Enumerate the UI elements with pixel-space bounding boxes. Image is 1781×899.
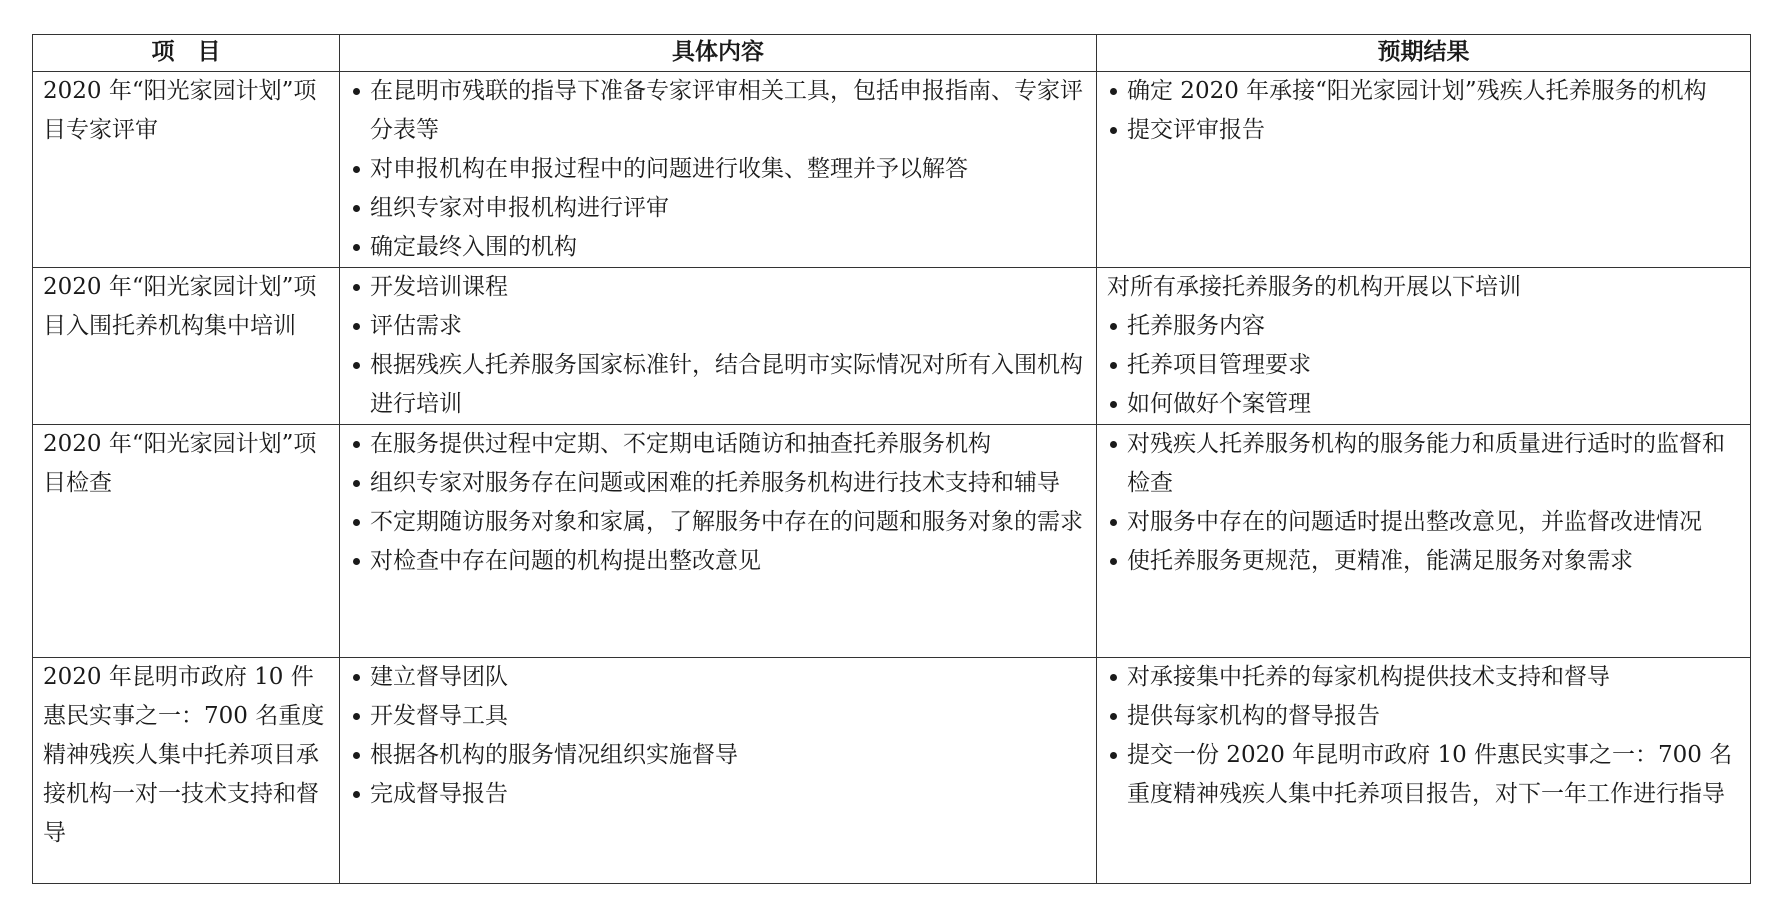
result-list bbox=[1107, 425, 1740, 581]
list-item: 组织专家对服务存在问题或困难的托养服务机构进行技术支持和辅导 bbox=[350, 464, 1086, 503]
content-list bbox=[350, 658, 1086, 814]
item-text: 2020 年昆明市政府 10 件惠民实事之一：700 名重度精神残疾人集中托养项目承接机构一对一技术支持和督导 bbox=[43, 664, 325, 846]
result-cell bbox=[1097, 425, 1751, 658]
list-item: 使托养服务更规范，更精准，能满足服务对象需求 bbox=[1107, 542, 1740, 581]
list-item: 建立督导团队 bbox=[350, 658, 1086, 697]
header-content: 具体内容 bbox=[340, 35, 1097, 72]
item-text: 2020 年“阳光家园计划”项目入围托养机构集中培训 bbox=[43, 274, 317, 339]
item-cell bbox=[33, 658, 340, 884]
item-cell bbox=[33, 425, 340, 658]
item-text: 2020 年“阳光家园计划”项目专家评审 bbox=[43, 78, 317, 143]
content-list bbox=[350, 72, 1086, 267]
result-cell bbox=[1097, 658, 1751, 884]
table-row bbox=[33, 72, 1751, 268]
header-result: 预期结果 bbox=[1097, 35, 1751, 72]
header-row bbox=[33, 35, 1751, 72]
result-cell bbox=[1097, 268, 1751, 425]
list-item: 托养服务内容 bbox=[1107, 307, 1740, 346]
list-item: 根据残疾人托养服务国家标准针，结合昆明市实际情况对所有入围机构进行培训 bbox=[350, 346, 1086, 424]
list-item: 对承接集中托养的每家机构提供技术支持和督导 bbox=[1107, 658, 1740, 697]
item-cell bbox=[33, 72, 340, 268]
list-item: 对申报机构在申报过程中的问题进行收集、整理并予以解答 bbox=[350, 150, 1086, 189]
list-item: 在服务提供过程中定期、不定期电话随访和抽查托养服务机构 bbox=[350, 425, 1086, 464]
result-list bbox=[1107, 658, 1740, 814]
list-item: 组织专家对申报机构进行评审 bbox=[350, 189, 1086, 228]
result-cell bbox=[1097, 72, 1751, 268]
result-list bbox=[1107, 307, 1740, 424]
table-row bbox=[33, 268, 1751, 425]
list-item: 根据各机构的服务情况组织实施督导 bbox=[350, 736, 1086, 775]
list-item: 提供每家机构的督导报告 bbox=[1107, 697, 1740, 736]
list-item: 对服务中存在的问题适时提出整改意见，并监督改进情况 bbox=[1107, 503, 1740, 542]
table-row bbox=[33, 425, 1751, 658]
list-item: 对残疾人托养服务机构的服务能力和质量进行适时的监督和检查 bbox=[1107, 425, 1740, 503]
content-cell bbox=[340, 425, 1097, 658]
result-list bbox=[1107, 72, 1740, 150]
list-item: 提交一份 2020 年昆明市政府 10 件惠民实事之一：700 名重度精神残疾人集中托养项目报告，对下一年工作进行指导 bbox=[1107, 736, 1740, 814]
list-item: 开发督导工具 bbox=[350, 697, 1086, 736]
list-item: 确定最终入围的机构 bbox=[350, 228, 1086, 267]
list-item: 开发培训课程 bbox=[350, 268, 1086, 307]
list-item: 评估需求 bbox=[350, 307, 1086, 346]
plan-table bbox=[32, 34, 1751, 884]
list-item: 托养项目管理要求 bbox=[1107, 346, 1740, 385]
list-item: 在昆明市残联的指导下准备专家评审相关工具，包括申报指南、专家评分表等 bbox=[350, 72, 1086, 150]
content-list bbox=[350, 425, 1086, 581]
content-cell bbox=[340, 268, 1097, 425]
list-item: 如何做好个案管理 bbox=[1107, 385, 1740, 424]
table-row bbox=[33, 658, 1751, 884]
list-item: 提交评审报告 bbox=[1107, 111, 1740, 150]
content-cell bbox=[340, 658, 1097, 884]
result-intro: 对所有承接托养服务的机构开展以下培训 bbox=[1107, 274, 1521, 300]
header-item: 项 目 bbox=[33, 35, 340, 72]
content-list bbox=[350, 268, 1086, 424]
list-item: 不定期随访服务对象和家属，了解服务中存在的问题和服务对象的需求 bbox=[350, 503, 1086, 542]
item-cell bbox=[33, 268, 340, 425]
content-cell bbox=[340, 72, 1097, 268]
list-item: 完成督导报告 bbox=[350, 775, 1086, 814]
list-item: 确定 2020 年承接“阳光家园计划”残疾人托养服务的机构 bbox=[1107, 72, 1740, 111]
item-text: 2020 年“阳光家园计划”项目检查 bbox=[43, 431, 317, 496]
list-item: 对检查中存在问题的机构提出整改意见 bbox=[350, 542, 1086, 581]
